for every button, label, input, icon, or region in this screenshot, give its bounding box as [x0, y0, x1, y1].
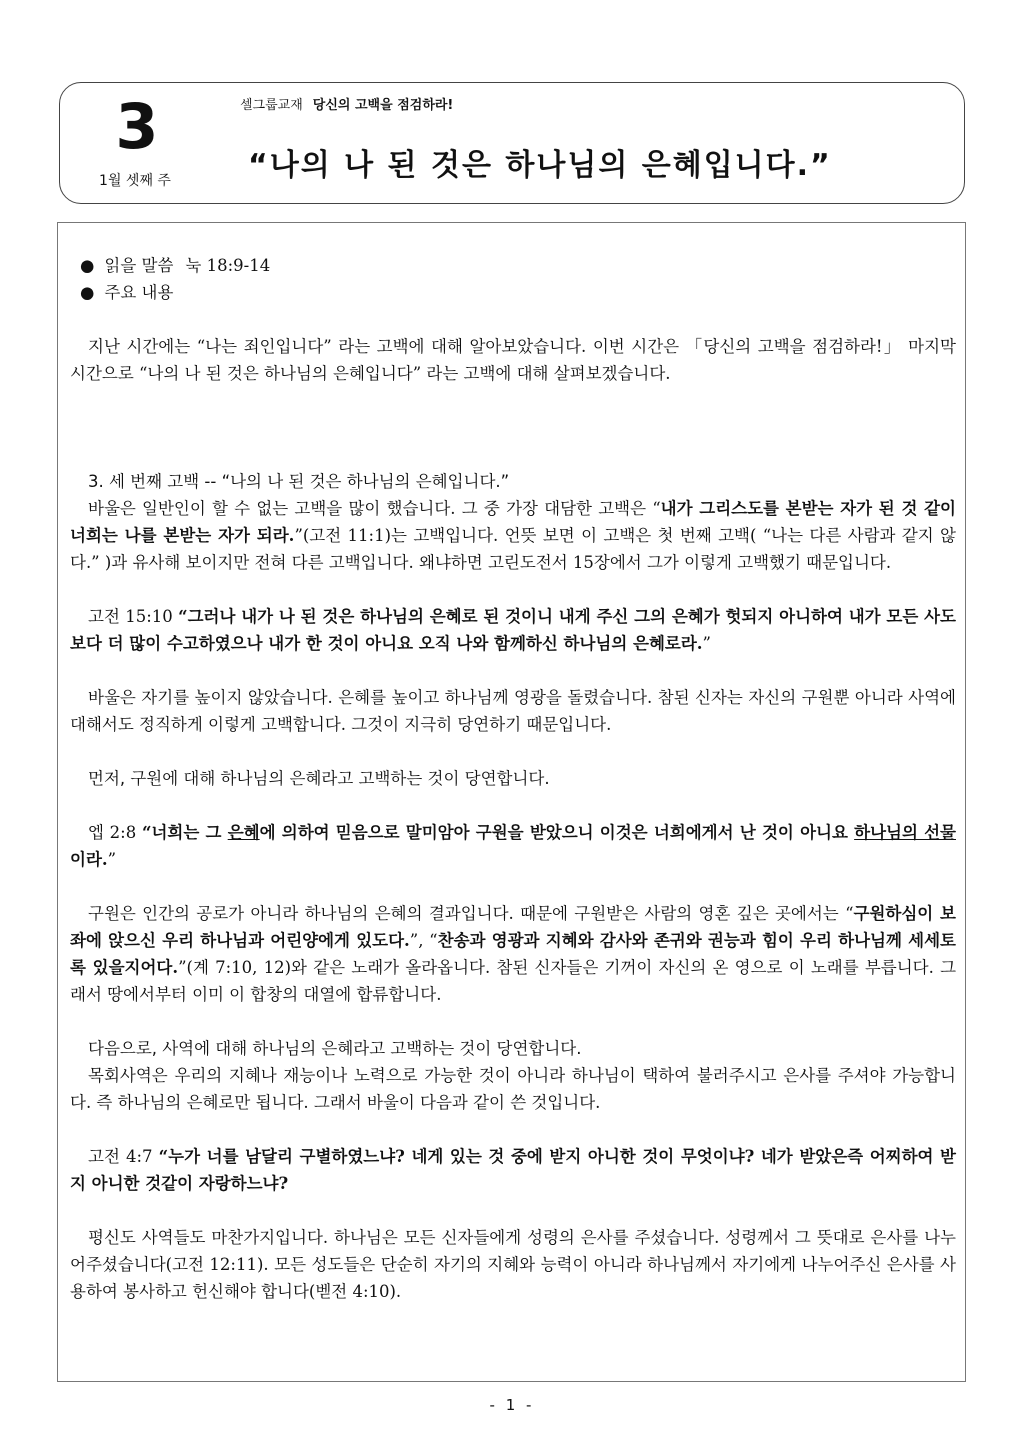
- bullet-label: 읽을 말씀: [104, 256, 174, 275]
- paragraph: 바울은 자기를 높이지 않았습니다. 은혜를 높이고 하나님께 영광을 돌렸습니다. 참된 신자는 자신의 구원뿐 아니라 사역에 대해서도 정직하게 이렇게 고백합니다. 그것이 지극히 당연하기 때문입니다.: [70, 688, 956, 734]
- scripture-quote: 고전 4:7 “누가 너를 남달리 구별하였느냐? 네게 있는 것 중에 받지 아니한 것이 무엇이냐? 네가 받았은즉 어찌하여 받지 아니한 것같이 자랑하느냐?: [70, 1147, 956, 1193]
- week-label: 1월 셋째 주: [99, 173, 171, 189]
- series-line: [240, 94, 453, 113]
- subheading: 다음으로, 사역에 대해 하나님의 은혜라고 고백하는 것이 당연합니다.: [88, 1039, 582, 1058]
- main-title: “나의 나 된 것은 하나님의 은혜입니다.”: [248, 148, 832, 183]
- bullet-icon: ●: [80, 256, 95, 275]
- paragraph: 목회사역은 우리의 지혜나 재능이나 노력으로 가능한 것이 아니라 하나님이 택하여 불러주시고 은사를 주셔야 가능합니다. 즉 하나님의 은혜로만 됩니다. 그래서 바울이 다음과 같이 쓴 것입니다.: [70, 1066, 956, 1112]
- paragraph: 구원은 인간의 공로가 아니라 하나님의 은혜의 결과입니다. 때문에 구원받은 사람의 영혼 깊은 곳에서는 “구원하심이 보좌에 앉으신 우리 하나님과 어린양에게 있도다.”, “찬송과 영광과 지혜와 감사와 존귀와 권능과 힘이 우리 하나님께 세세토록 있을지어다.”(계 7:10, 12)와 같은 노래가 올라옵니다. 참된 신자들은 기꺼이 자신의 온 영으로 이 노래를 부릅니다. 그래서 땅에서부터 이미 이 합창의 대열에 합류합니다.: [70, 904, 957, 1004]
- bullet-icon: ●: [80, 283, 95, 302]
- scripture-quote: 고전 15:10 “그러나 내가 나 된 것은 하나님의 은혜로 된 것이니 내게 주신 그의 은혜가 헛되지 아니하여 내가 모든 사도보다 더 많이 수고하였으나 내가 한 것이 아니요 오직 나와 함께하신 하나님의 은혜로라.”: [70, 607, 956, 653]
- section-heading: 3. 세 번째 고백 -- “나의 나 된 것은 하나님의 은혜입니다.”: [88, 472, 510, 491]
- bullet-ref: 눅 18:9-14: [185, 256, 271, 275]
- scripture-quote: 엡 2:8 “너희는 그 은혜에 의하여 믿음으로 말미암아 구원을 받았으니 이것은 너희에게서 난 것이 아니요 하나님의 선물이라.”: [70, 823, 956, 869]
- document-body: [70, 252, 956, 1305]
- bullet-label: 주요 내용: [104, 283, 174, 302]
- page-number: - 1 -: [489, 1396, 535, 1414]
- bullet-summary: [70, 279, 956, 306]
- subheading: 먼저, 구원에 대해 하나님의 은혜라고 고백하는 것이 당연합니다.: [88, 769, 550, 788]
- intro-paragraph: 지난 시간에는 “나는 죄인입니다” 라는 고백에 대해 알아보았습니다. 이번 시간은 「당신의 고백을 점검하라!」 마지막 시간으로 “나의 나 된 것은 하나님의 은혜입니다” 라는 고백에 대해 살펴보겠습니다.: [70, 337, 956, 383]
- series-label: 셀그룹교재: [240, 98, 303, 113]
- bullet-reading: [70, 252, 956, 279]
- lesson-number: 3: [115, 90, 159, 163]
- section-paragraph: 바울은 일반인이 할 수 없는 고백을 많이 했습니다. 그 중 가장 대담한 고백은 “내가 그리스도를 본받는 자가 된 것 같이 너희는 나를 본받는 자가 되라.”(고전 11:1)는 고백입니다. 언뜻 보면 이 고백은 첫 번째 고백( “나는 다른 사람과 같지 않다.” )과 유사해 보이지만 전혀 다른 고백입니다. 왜냐하면 고린도전서 15장에서 그가 이렇게 고백했기 때문입니다.: [70, 499, 956, 572]
- paragraph: 평신도 사역들도 마찬가지입니다. 하나님은 모든 신자들에게 성령의 은사를 주셨습니다. 성령께서 그 뜻대로 은사를 나누어주셨습니다(고전 12:11). 모든 성도들은 단순히 자기의 지혜와 능력이 아니라 하나님께서 자기에게 나누어주신 은사를 사용하여 봉사하고 헌신해야 합니다(벧전 4:10).: [70, 1228, 956, 1301]
- book-title: 당신의 고백을 점검하라!: [312, 98, 454, 113]
